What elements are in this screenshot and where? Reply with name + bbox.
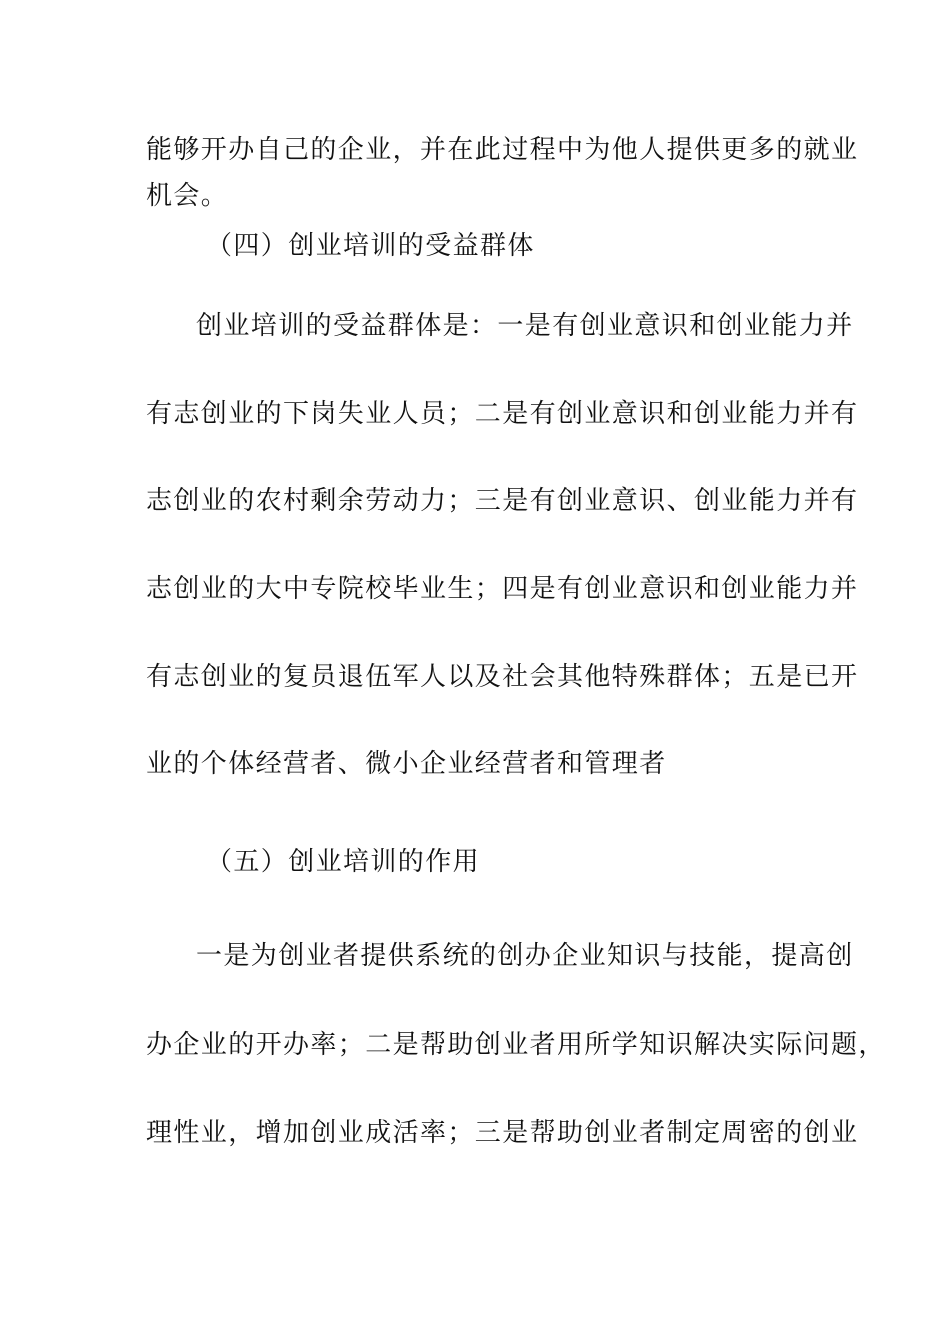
body-text-line: 志创业的大中专院校毕业生；四是有创业意识和创业能力并 — [146, 574, 859, 604]
body-text-line: 能够开办自己的企业，并在此过程中为他人提供更多的就业 — [146, 135, 859, 165]
body-text-line: 有志创业的下岗失业人员；二是有创业意识和创业能力并有 — [146, 399, 859, 429]
body-text-line: 一是为创业者提供系统的创办企业知识与技能，提高创 — [196, 941, 854, 971]
body-text-line: 办企业的开办率；二是帮助创业者用所学知识解决实际问题， — [146, 1030, 886, 1060]
section-heading: （五）创业培训的作用 — [206, 847, 481, 877]
body-text-line: 有志创业的复员退伍军人以及社会其他特殊群体；五是已开 — [146, 662, 859, 692]
body-text-line: 志创业的农村剩余劳动力；三是有创业意识、创业能力并有 — [146, 486, 859, 516]
body-text-line: 业的个体经营者、微小企业经营者和管理者 — [146, 749, 667, 779]
body-text-line: 理性业，增加创业成活率；三是帮助创业者制定周密的创业 — [146, 1118, 859, 1148]
body-text-line: 创业培训的受益群体是：一是有创业意识和创业能力并 — [196, 311, 854, 341]
body-text-line: 机会。 — [146, 181, 229, 211]
section-heading: （四）创业培训的受益群体 — [206, 231, 535, 261]
